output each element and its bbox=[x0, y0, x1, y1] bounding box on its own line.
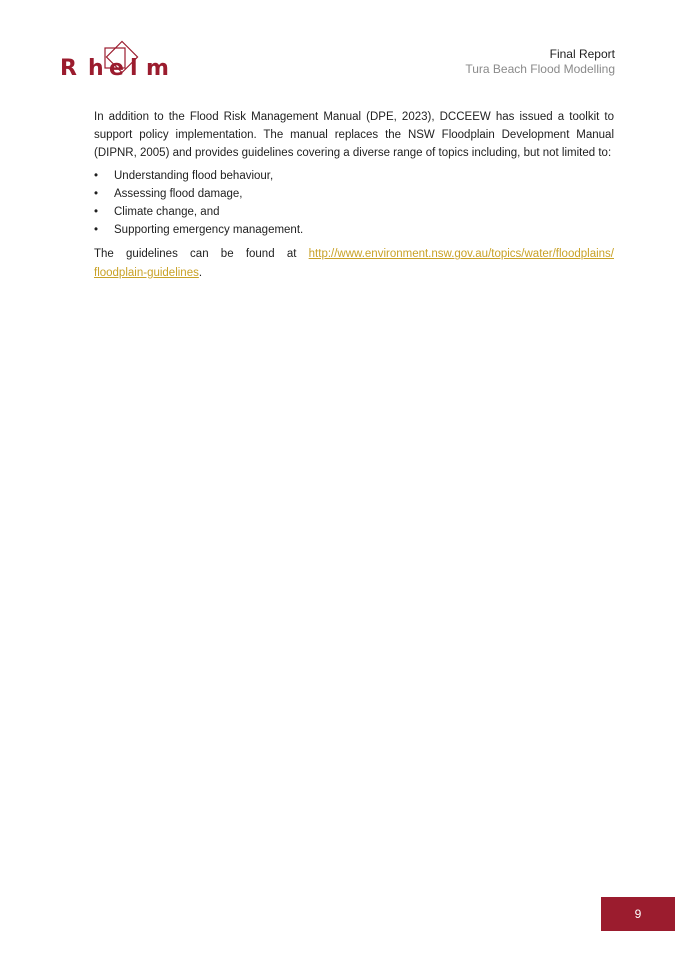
svg-text:R: R bbox=[60, 56, 77, 80]
guidelines-link-continued[interactable]: floodplain-guidelines bbox=[94, 266, 199, 279]
list-item: • Understanding flood behaviour, bbox=[94, 167, 614, 185]
report-type: Final Report bbox=[549, 47, 615, 61]
report-header bbox=[465, 47, 615, 77]
svg-text:h: h bbox=[88, 56, 104, 80]
page-body bbox=[94, 108, 614, 286]
project-name: Tura Beach Flood Modelling bbox=[465, 62, 615, 76]
bullet-icon: • bbox=[94, 224, 99, 237]
svg-text:l: l bbox=[130, 56, 138, 80]
list-item: • Supporting emergency management. bbox=[94, 221, 614, 239]
bullet-icon: • bbox=[94, 206, 99, 219]
bullet-icon: • bbox=[94, 187, 99, 200]
rhelm-logo bbox=[60, 38, 172, 80]
bullet-icon: • bbox=[94, 169, 99, 182]
list-item: • Climate change, and bbox=[94, 203, 614, 221]
list-item: • Assessing flood damage, bbox=[94, 185, 614, 203]
svg-text:e: e bbox=[109, 56, 124, 80]
svg-text:m: m bbox=[146, 56, 169, 80]
topic-list bbox=[94, 167, 614, 240]
guidelines-link[interactable]: http://www.environment.nsw.gov.au/topics/water/floodplains/ bbox=[308, 248, 614, 261]
intro-paragraph: In addition to the Flood Risk Management Manual (DPE, 2023), DCCEEW has issued a toolkit to support policy implementation. The manual replaces the NSW Floodplain Development Manual (DIPNR, 2005) and provides guidelines covering a diverse range of topics including, but not limited to: bbox=[94, 111, 614, 160]
guidelines-line-2: floodplain-guidelines. bbox=[94, 266, 203, 279]
page-number: 9 bbox=[601, 897, 675, 931]
guidelines-paragraph bbox=[94, 245, 614, 281]
guidelines-line-1: The guidelines can be found at http://www.environment.nsw.gov.au/topics/water/floodplains/ bbox=[94, 248, 614, 261]
